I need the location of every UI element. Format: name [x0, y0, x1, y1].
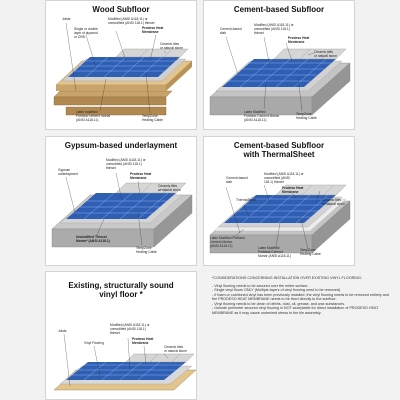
notes-item: - If foam or cushioned vinyl has been previously installed, the vinyl flooring needs to be removed entirely and the PRODESO HEAT MEMBRANE needs to be fixed directly to the subfloor.	[212, 292, 389, 301]
thermasheet-membrane-label	[282, 187, 303, 195]
vinyl-title: Existing, structurally sound vinyl floor *	[68, 281, 174, 299]
cement-membrane-label-text: Prodeso Heat Membrane	[288, 36, 310, 44]
notes-heading: *CONSIDERATIONS CONCERNING INSTALLATION OVER EXISTING VINYL FLOORING:	[212, 276, 362, 280]
wood-subfloor-title: Wood Subfloor	[92, 5, 150, 14]
cable-label: TempZone Heating Cable	[142, 114, 163, 122]
notes-item: - Vinyl flooring needs to be clean of debris, dust, oil, grease, and wax substances.	[212, 301, 346, 306]
thermasheet-title: Cement-based Subfloor with ThermalSheet	[233, 141, 325, 159]
membrane-label-text: Prodeso Heat Membrane	[142, 26, 164, 34]
tiles-label: Ceramic tiles or natural stone	[160, 42, 183, 50]
cement-cable-label: TempZone Heating Cable	[296, 112, 317, 120]
vinyl-panel	[45, 271, 197, 400]
thermasheet-slab-label: Cement-based slab	[226, 176, 248, 184]
thermasheet-label: ThermaSheet	[236, 198, 256, 202]
thermasheet-latex-label: Latex Modified Portland Cement Mortar (ANSI A118.11)	[210, 236, 245, 248]
notes-item: - Outside perimeter secured vinyl flooring is NOT acceptable for direct installation of PRODESO HEAT MEMBRANE as it may cause undesired stress to the tile assembly.	[212, 306, 379, 315]
thermasheet-latex2-label: Latex Modified Portland Cement Mortar (ANSI A118.11)	[258, 246, 291, 258]
vinyl-membrane-label	[132, 338, 153, 346]
vinyl-joists-label: Joists	[58, 329, 67, 333]
thermasheet-panel	[203, 136, 355, 266]
cement-slab-label: Cement-based slab	[220, 27, 242, 35]
cement-tiles-label: Ceramic tiles or natural stone	[314, 50, 337, 58]
cement-thinset-label: Modified (ANSI A118.11) or unmodified (ANSI 118.1) thinset	[254, 23, 294, 35]
gypsum-unmodified-label-text: Unmodified Thinset Mortar* (ANSI A118.1)	[76, 235, 110, 243]
wood-subfloor-panel	[45, 0, 197, 130]
thermasheet-membrane-label-text: Prodeso Heat Membrane	[282, 186, 304, 194]
membrane-label	[142, 27, 163, 35]
joists-label: Joists	[62, 17, 71, 21]
notes-item: - Vinyl flooring needs to be secured over the entire surface.	[212, 283, 309, 288]
latex-mortar-label: Latex modified Portland cement mortar (ANSI A118.11)	[76, 110, 111, 122]
thermasheet-thinset-label: Modified (ANSI A118.11) or unmodified (ANSI 118.1) thinset	[264, 172, 304, 184]
cement-subfloor-title: Cement-based Subfloor	[233, 5, 325, 14]
cement-subfloor-panel	[203, 0, 355, 130]
vinyl-flooring-label: Vinyl Flooring	[84, 341, 104, 345]
vinyl-considerations-notes	[212, 276, 392, 394]
gypsum-membrane-label	[130, 173, 151, 181]
thermasheet-tiles-label: Ceramic tiles or natural stone	[322, 198, 345, 206]
gypsum-underlayment-label: Gypsum underlayment	[58, 168, 78, 176]
notes-item: - Single vinyl floors ONLY (Multiple layers of vinyl flooring need to be removed)	[212, 288, 341, 292]
gypsum-panel	[45, 136, 197, 266]
vinyl-tiles-label: Ceramic tiles or natural stone	[164, 345, 187, 353]
gypsum-diagram	[46, 137, 197, 266]
thinset-label: Modified (ANSI A118.11) or unmodified (ANSI 118.1) thinset	[108, 17, 155, 25]
cement-membrane-label	[288, 37, 309, 45]
single-layer-label: Single or double layer of plywood or OSB	[74, 27, 98, 39]
gypsum-cable-label: TempZone Heating Cable	[136, 246, 157, 254]
gypsum-tiles-label: Ceramic tiles or natural stone	[158, 184, 181, 192]
gypsum-thinset-label: Modified (ANSI A118.11) or unmodified (ANSI 118.1) thinset	[106, 158, 146, 170]
gypsum-title: Gypsum-based underlayment	[64, 141, 178, 150]
thermasheet-cable-label: TempZone Heating Cable	[300, 248, 321, 256]
gypsum-unmodified-label	[76, 236, 110, 244]
vinyl-membrane-label-text: Prodeso Heat Membrane	[132, 337, 154, 345]
cement-subfloor-diagram	[204, 1, 355, 130]
cement-latex-label: Latex Modified Portland Cement Mortar (ANSI A118.11)	[244, 110, 280, 122]
gypsum-membrane-label-text: Prodeso Heat Membrane	[130, 172, 152, 180]
vinyl-thinset-label: Modified (ANSI A118.11) or unmodified (ANSI 118.1) thinset	[110, 323, 150, 335]
